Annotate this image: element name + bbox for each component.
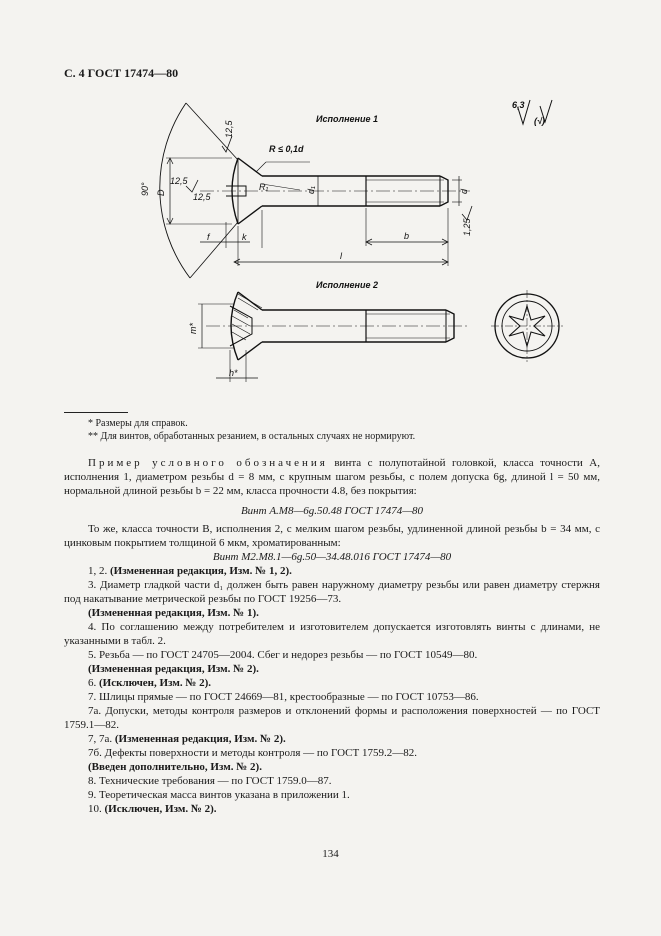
view-1-title: Исполнение 1 [316, 114, 378, 124]
dim-12-5-top: 12,5 [224, 120, 234, 138]
item-3-note-text: (Измененная редакция, Изм. № 1). [88, 607, 259, 619]
item-1-2 [64, 564, 600, 578]
item-6-number: 6. [88, 677, 99, 689]
example-paragraph [64, 456, 600, 498]
item-5-note [64, 662, 600, 676]
item-10-number: 10. [88, 803, 105, 815]
item-7-7a-note: (Измененная редакция, Изм. № 2). [114, 733, 286, 745]
screw-view-2 [198, 290, 563, 382]
dimension-labels-view-2 [188, 280, 378, 378]
footnote-divider [64, 412, 128, 413]
page-header: С. 4 ГОСТ 17474—80 [64, 66, 179, 80]
item-10 [64, 802, 600, 816]
dim-h: h* [229, 368, 238, 378]
dim-12-5-b: 12,5 [193, 192, 211, 202]
dimension-labels-view-1 [140, 100, 545, 261]
screw-view-1 [160, 100, 552, 278]
item-1-2-note: (Измененная редакция, Изм. № 1, 2). [110, 565, 292, 577]
item-1-2-number: 1, 2. [88, 565, 110, 577]
footnote-2: ** Для винтов, обработанных резанием, в остальных случаях не нормируют. [88, 431, 416, 442]
dim-R1: R₁ [259, 182, 269, 192]
example-text: винта с полупотайной головкой, класса точности А, исполнения 1, диаметром резьбы d = 8 мм, с крупным шагом резьбы, с полем допуска 6g, длиной l = 50 мм, нормальной длиной резьбы b = 22 мм, класса прочности 4.8, без покрытия: [64, 457, 600, 497]
dim-b: b [404, 231, 410, 241]
radius-label: R ≤ 0,1d [269, 144, 304, 154]
page-number: 134 [322, 848, 339, 860]
item-4: 4. По соглашению между потребителем и изготовителем допускается изготовлять винты с длинами, не указанными в табл. 2. [64, 621, 600, 647]
item-7b-note [64, 760, 600, 774]
document-body [64, 456, 600, 816]
example-paragraph-2: То же, класса точности В, исполнения 2, с мелким шагом резьбы, удлиненной длиной резьбы b = 34 мм, с цинковым покрытием толщиной 6 мкм, хроматированным: [64, 523, 600, 549]
dim-f: f [207, 232, 210, 242]
item-7a: 7а. Допуски, методы контроля размеров и отклонений формы и расположения поверхностей — по ГОСТ 1759.1—82. [64, 705, 600, 731]
dim-1-25: 1,25 [462, 218, 472, 236]
dim-m: m* [188, 323, 198, 334]
item-7-7a [64, 732, 600, 746]
dim-k: k [242, 232, 247, 242]
technical-drawing [0, 0, 661, 400]
dim-d1: d₁ [306, 186, 316, 194]
item-7-7a-number: 7, 7а. [88, 733, 115, 745]
dim-90-deg: 90° [140, 182, 150, 196]
footnote-1: * Размеры для справок. [88, 418, 188, 429]
item-7b: 7б. Дефекты поверхности и методы контроля — по ГОСТ 1759.2—82. [88, 747, 417, 759]
item-6-note: (Исключен, Изм. № 2). [99, 677, 212, 689]
dim-D: D [156, 189, 166, 196]
item-7b-note-text: (Введен дополнительно, Изм. № 2). [88, 761, 262, 773]
item-3: 3. Диаметр гладкой части d₁ должен быть равен наружному диаметру резьбы или равен диаметру стержня под накатывание метрической резьбы по ГОСТ 19256—73. [64, 579, 600, 605]
item-8: 8. Технические требования — по ГОСТ 1759.0—87. [88, 775, 332, 787]
item-7: 7. Шлицы прямые — по ГОСТ 24669—81, крестообразные — по ГОСТ 10753—86. [88, 691, 479, 703]
item-5-note-text: (Измененная редакция, Изм. № 2). [88, 663, 259, 675]
item-5: 5. Резьба — по ГОСТ 24705—2004. Сбег и недорез резьбы — по ГОСТ 10549—80. [88, 649, 478, 661]
dim-12-5-a: 12,5 [170, 176, 188, 186]
view-2-title: Исполнение 2 [316, 280, 378, 290]
item-6 [64, 676, 600, 690]
item-3-note [64, 606, 600, 620]
roughness-label: 6,3 [512, 100, 525, 110]
item-9: 9. Теоретическая масса винтов указана в приложении 1. [88, 789, 350, 801]
designation-1: Винт А.М8—6g.50.48 ГОСТ 17474—80 [240, 505, 424, 517]
example-lead: Пример условного обозначения [88, 457, 328, 469]
item-10-note: (Исключен, Изм. № 2). [104, 803, 217, 815]
roughness-sub-label: (√) [534, 116, 545, 126]
dim-l: l [340, 251, 342, 261]
designation-2: Винт М2.М8.1—6g.50—34.48.016 ГОСТ 17474—80 [212, 551, 452, 563]
dim-d: d [459, 188, 469, 194]
